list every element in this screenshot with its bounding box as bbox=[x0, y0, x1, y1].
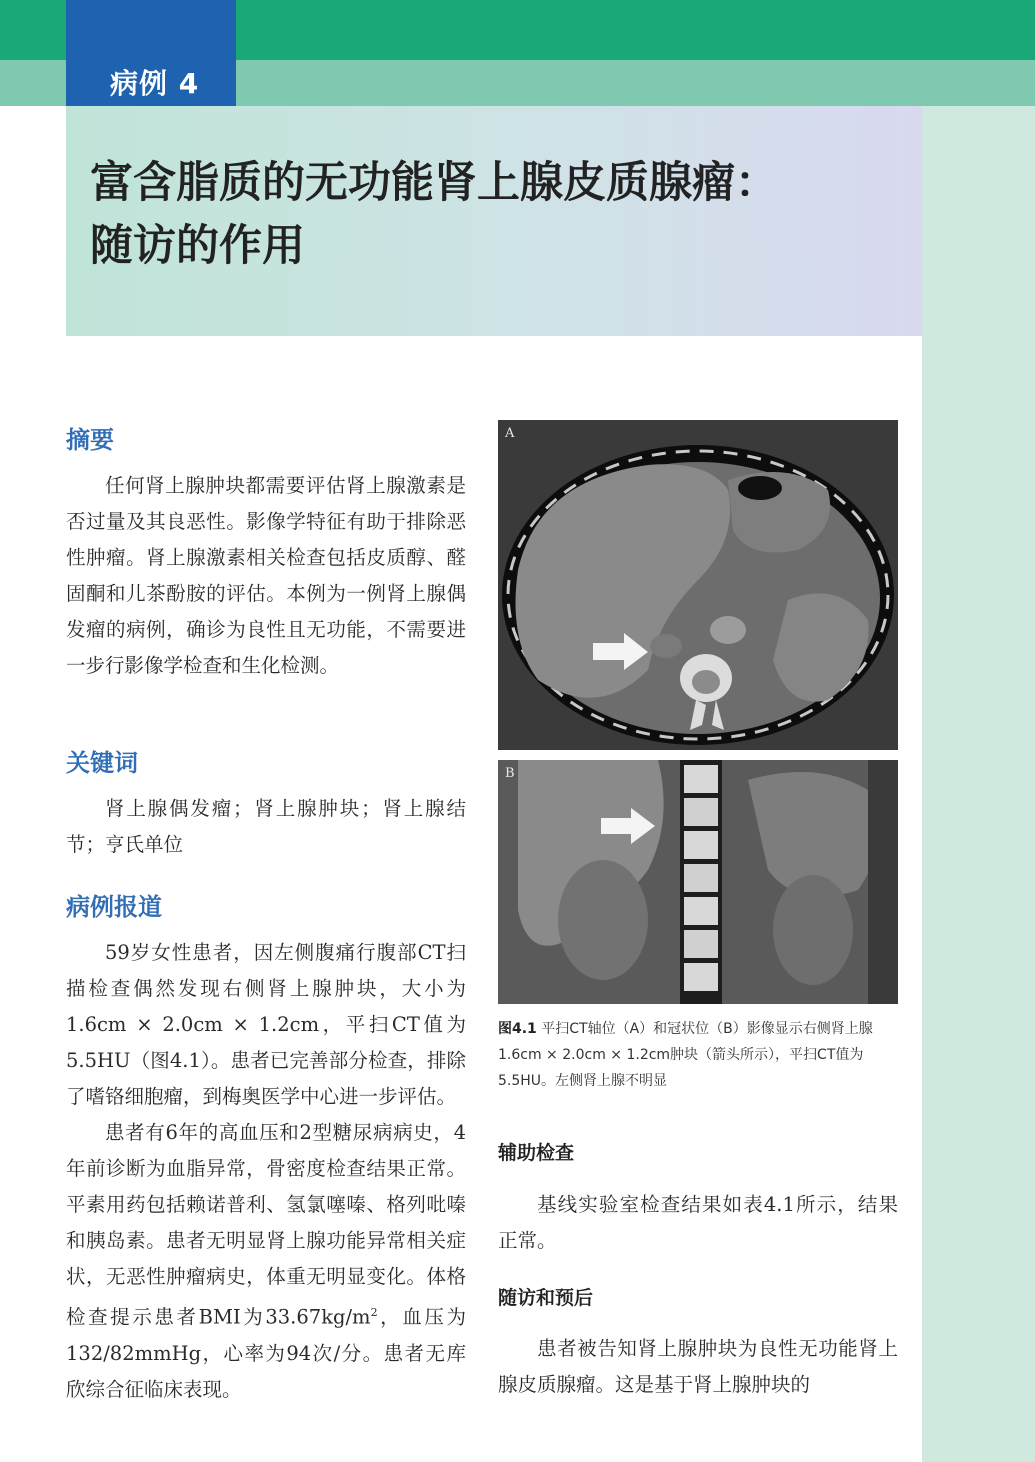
caption-number: 图4.1 bbox=[498, 1021, 537, 1037]
ct-coronal-drawing bbox=[498, 760, 898, 1004]
para-2-text-a: 患者有6年的高血压和2型糖尿病病史，4年前诊断为血脂异常，骨密度检查结果正常。平素用药包括赖诺普利、氢氯噻嗪、格列吡嗪和胰岛素。患者无明显肾上腺功能异常相关症状，无恶性肿瘤病史，体重无明显变化。体格检查提示患者BMI为33.67kg/m bbox=[66, 1121, 466, 1329]
case-report-para-1: 59岁女性患者，因左侧腹痛行腹部CT扫描检查偶然发现右侧肾上腺肿块，大小为1.6cm × 2.0cm × 1.2cm，平扫CT值为5.5HU（图4.1）。患者已完善部分检查，排除了嗜铬细胞瘤，到梅奥医学中心进一步评估。 bbox=[66, 941, 466, 1108]
case-label: 病例 4 bbox=[110, 67, 200, 100]
caption-text: 平扫CT轴位（A）和冠状位（B）影像显示右侧肾上腺1.6cm × 2.0cm × 1.2cm肿块（箭头所示），平扫CT值为5.5HU。左侧肾上腺不明显 bbox=[498, 1021, 873, 1089]
title-line-2: 随访的作用 bbox=[90, 221, 305, 271]
figure-caption bbox=[498, 1016, 898, 1094]
figure-label-a: A bbox=[505, 426, 515, 441]
case-number-tab bbox=[66, 0, 236, 106]
right-margin-strip bbox=[922, 106, 1035, 1462]
abstract-text: 任何肾上腺肿块都需要评估肾上腺激素是否过量及其良恶性。影像学特征有助于排除恶性肿瘤。肾上腺激素相关检查包括皮质醇、醛固酮和儿茶酚胺的评估。本例为一例肾上腺偶发瘤的病例，确诊为良性且无功能，不需要进一步行影像学检查和生化检测。 bbox=[66, 474, 466, 677]
title-line-1: 富含脂质的无功能肾上腺皮质腺瘤： bbox=[90, 158, 778, 208]
ct-coronal-image bbox=[498, 760, 898, 1004]
followup-text: 患者被告知肾上腺肿块为良性无功能肾上腺皮质腺瘤。这是基于肾上腺肿块的 bbox=[498, 1337, 898, 1396]
superscript-2: 2 bbox=[370, 1306, 378, 1319]
case-report-heading: 病例报道 bbox=[66, 893, 162, 921]
auxiliary-heading: 辅助检查 bbox=[498, 1142, 575, 1164]
auxiliary-text: 基线实验室检查结果如表4.1所示，结果正常。 bbox=[498, 1193, 898, 1252]
followup-heading: 随访和预后 bbox=[498, 1287, 594, 1309]
keywords-text: 肾上腺偶发瘤；肾上腺肿块；肾上腺结节；亨氏单位 bbox=[66, 797, 466, 856]
page-title bbox=[90, 152, 910, 278]
para-2-text-b: ，血压为132/82mmHg，心率为94次/分。患者无库欣综合征临床表现。 bbox=[66, 1305, 466, 1401]
ct-axial-image bbox=[498, 420, 898, 750]
keywords-heading: 关键词 bbox=[66, 749, 138, 777]
figure-label-b: B bbox=[505, 766, 515, 781]
abstract-heading: 摘要 bbox=[66, 426, 114, 454]
case-report-para-2 bbox=[66, 1115, 466, 1408]
ct-axial-drawing bbox=[498, 420, 898, 750]
